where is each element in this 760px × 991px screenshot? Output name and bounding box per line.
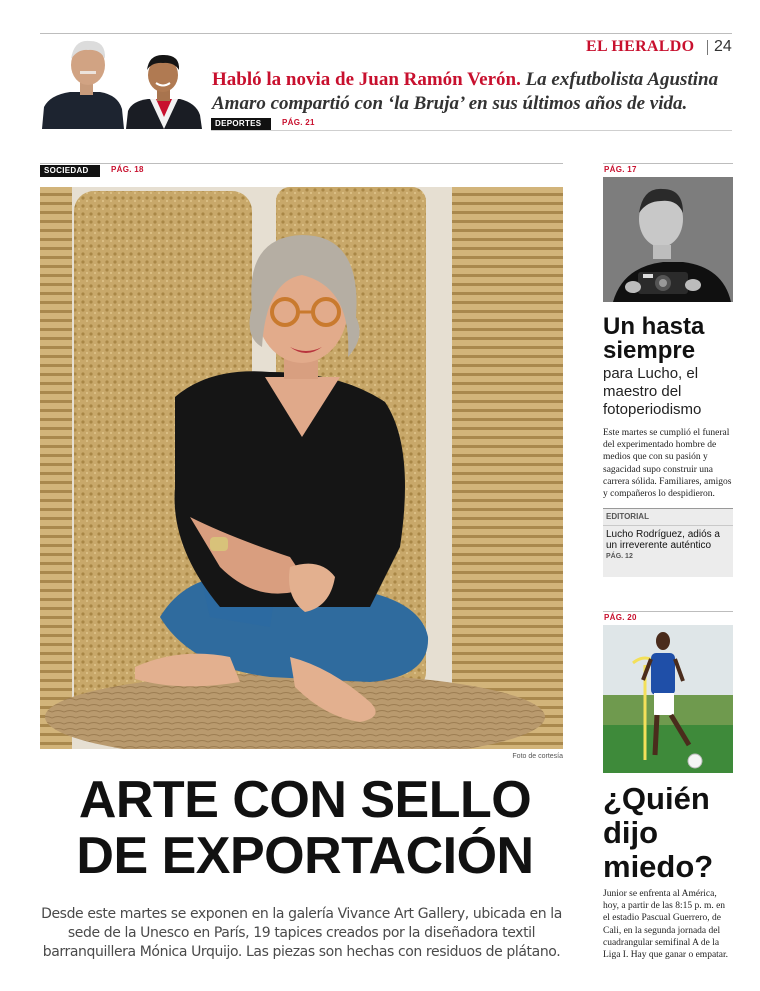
sociedad-page[interactable]: PÁG. 18	[111, 165, 144, 174]
story1-title-bold: Un hasta siempre	[603, 313, 705, 364]
deportes-page[interactable]: PÁG. 21	[282, 118, 315, 127]
deportes-tag: DEPORTES	[211, 118, 271, 130]
story1-title-light: para Lucho, el maestro del fotoperiodismo	[603, 365, 702, 418]
story2-title[interactable]: ¿Quién dijo miedo?	[603, 781, 714, 884]
teaser-bottom-rule	[211, 130, 732, 131]
sociedad-tag: SOCIEDAD	[40, 165, 100, 177]
editorial-page[interactable]: PÁG. 12	[606, 553, 633, 560]
editorial-title: Lucho Rodríguez, adiós a un irreverente auténtico	[606, 529, 720, 551]
headline-line-1: ARTE CON SELLO	[78, 771, 532, 829]
teaser-photo[interactable]	[40, 37, 202, 129]
story2-page[interactable]: PÁG. 20	[604, 613, 637, 622]
teaser-headline[interactable]	[212, 68, 730, 116]
editorial-tag: EDITORIAL	[603, 509, 733, 526]
editorial-box[interactable]	[603, 508, 733, 577]
story1-title[interactable]	[603, 315, 743, 419]
page-divider	[707, 40, 708, 55]
teaser-italic: La exfutbolista Agustina Amaro compartió con ‘la Bruja’ en sus últimos años de vida.	[212, 69, 719, 114]
headline-line-2: DE EXPORTACIÓN	[76, 827, 534, 885]
photographer-photo[interactable]	[603, 177, 733, 302]
main-headline[interactable]	[40, 772, 570, 884]
teaser-bold: Habló la novia de Juan Ramón Verón.	[212, 69, 521, 90]
main-summary: Desde este martes se exponen en la galería Vivance Art Gallery, ubicada en la sede de la Unesco en París, 19 tapices creados por la diseñadora textil barranquillera Mónica Urquijo. Las piezas son hechas con residuos de plátano.	[41, 906, 562, 960]
story1-page[interactable]: PÁG. 17	[604, 165, 637, 174]
player-photo[interactable]	[603, 625, 733, 773]
brand-logo: EL HERALDO	[586, 38, 695, 55]
story1-body: Este martes se cumplió el funeral del experimentado hombre de medios que con su pasión y sagacidad supo construir una carrera sólida. Familiares, amigos y compañeros lo despidieron.	[603, 428, 732, 500]
story2-body: Junior se enfrenta al América, hoy, a partir de las 8:15 p. m. en el estadio Pascual Guerrero, de Cali, en la segunda jornada del cuadrangular semifinal A de la Liga I. Hay que ganar o empatar.	[603, 889, 729, 961]
main-photo[interactable]	[40, 187, 563, 749]
top-rule	[40, 33, 732, 34]
photo-credit: Foto de cortesía	[512, 753, 563, 760]
page-number: 24	[714, 38, 732, 55]
